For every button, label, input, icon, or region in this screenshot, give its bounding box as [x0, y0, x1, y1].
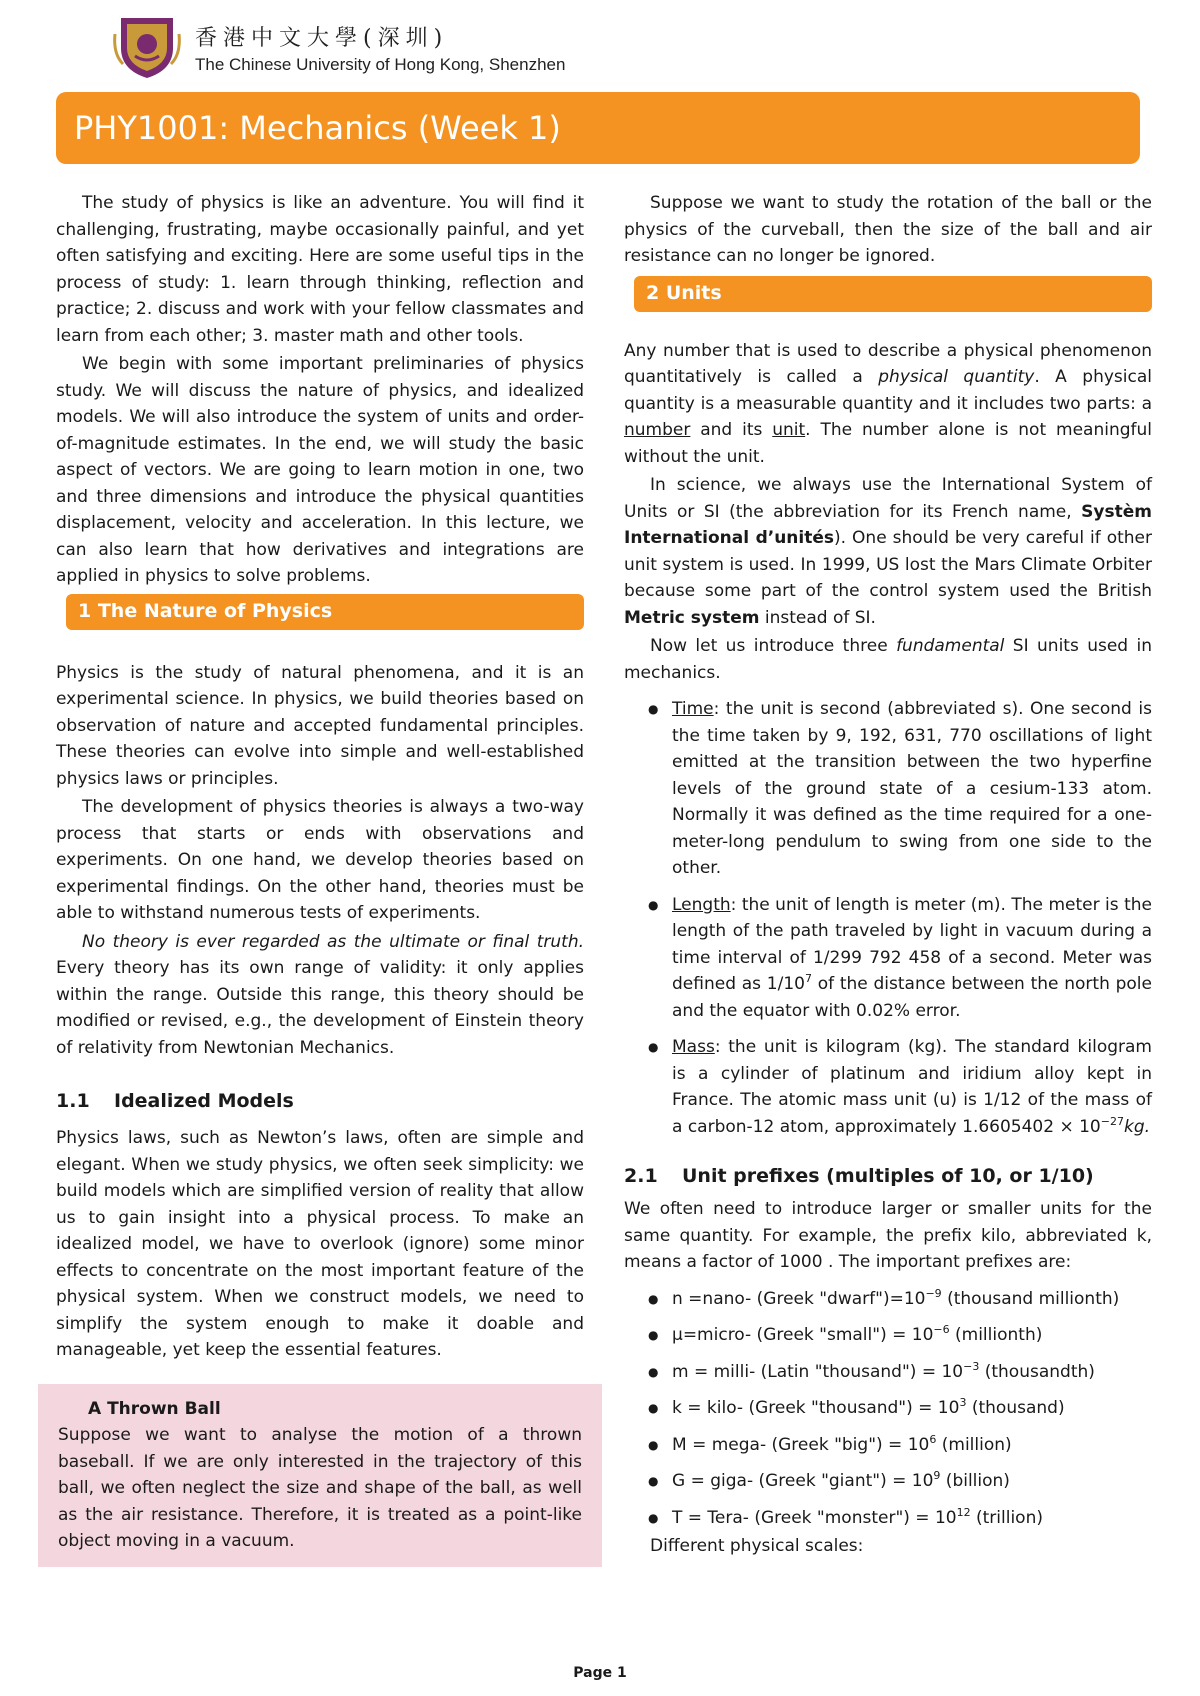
section-1-heading: 1 The Nature of Physics [66, 594, 584, 630]
university-header [113, 14, 593, 80]
prefix-text: M = mega- (Greek "big") = 10 [672, 1434, 930, 1455]
curveball-paragraph: Suppose we want to study the rotation of the ball or the physics of the curveball, then the size of the ball and air resistance can no longer be ignored. [624, 193, 1152, 266]
exponent: 6 [929, 1432, 937, 1446]
prefix-text: μ=micro- (Greek "small") = 10 [672, 1325, 934, 1345]
unit-term: unit [772, 420, 806, 440]
example-box [38, 1384, 602, 1567]
subsection-title: Idealized Models [114, 1090, 294, 1112]
bullet-icon: ● [648, 1437, 659, 1452]
units-text: instead of SI. [759, 607, 876, 628]
units-paragraph-1 [624, 338, 1152, 471]
units-text: Any number that is used to describe a physical phenomenon quantitatively is called a [624, 340, 1152, 387]
prefix-meaning: (thousand millionth) [941, 1288, 1120, 1309]
prefix-meaning: (million) [936, 1434, 1012, 1455]
prefix-meaning: (trillion) [970, 1507, 1043, 1528]
mass-label: Mass [672, 1037, 715, 1057]
prefix-meaning: (millionth) [949, 1325, 1043, 1345]
length-text: of the distance between the north pole and the equator with 0.02% error. [672, 974, 1152, 1021]
units-text: ). One should be very careful if other unit system is used. In 1999, US lost the Mars Climate Orbiter because some part of the control system used the British [624, 528, 1152, 601]
fundamental-units-list [624, 696, 1152, 1140]
bullet-icon: ● [648, 897, 659, 912]
prefix-item [624, 1468, 1152, 1495]
prefix-meaning: (thousand) [966, 1398, 1065, 1418]
university-name-chinese: 香港中文大學(深圳) [195, 26, 449, 51]
intro-paragraph-1: The study of physics is like an adventure. You will find it challenging, frustrating, maybe occasionally painful, and yet often satisfying and exciting. Here are some useful tips in the process of study: 1. learn through thinking, reflection and practice; 2. discuss and work with your fellow classmates and learn from each other; 3. master math and other tools. [56, 193, 584, 346]
bullet-icon: ● [648, 1401, 659, 1415]
units-text: . The number alone is not meaningful without the unit. [624, 420, 1152, 467]
prefix-meaning: (thousandth) [979, 1361, 1095, 1382]
prefix-text: G = giga- (Greek "giant") = 10 [672, 1471, 934, 1491]
bullet-icon: ● [648, 1510, 659, 1525]
exponent: −3 [963, 1359, 980, 1373]
prefix-meaning: (billion) [940, 1471, 1010, 1491]
page-title: PHY1001: Mechanics (Week 1) [74, 109, 561, 147]
nature-paragraph-2: The development of physics theories is always a two-way process that starts or ends with observations and experiments. On one hand, we develop theories based on experimental findings. On the other hand, theories must be able to withstand numerous tests of experiments. [56, 797, 584, 923]
exponent: −27 [1100, 1114, 1124, 1128]
prefix-list [624, 1286, 1152, 1532]
exponent: 12 [956, 1505, 971, 1519]
right-column [624, 190, 1152, 1560]
bullet-icon: ● [648, 1040, 659, 1054]
scales-text: Different physical scales: [650, 1536, 864, 1556]
bullet-icon: ● [648, 1291, 659, 1306]
page-number: Page 1 [573, 1665, 627, 1681]
subsection-number: 1.1 [56, 1090, 90, 1112]
units-text: and its [690, 420, 773, 440]
number-term: number [624, 420, 691, 440]
left-column [56, 190, 584, 1567]
time-label: Time [672, 699, 714, 719]
prefix-text: n =nano- (Greek "dwarf")=10 [672, 1288, 926, 1309]
list-item-time [624, 696, 1152, 882]
nature-paragraph-1: Physics is the study of natural phenomena, and it is an experimental science. In physics, we build theories based on observation of nature and accepted fundamental principles. These theories can evolve into simple and well-established physics laws or principles. [56, 662, 584, 789]
physical-quantity-term: physical quantity [878, 367, 1035, 387]
bullet-icon: ● [648, 1364, 659, 1379]
exponent: −6 [933, 1323, 950, 1336]
subsection-number: 2.1 [624, 1165, 658, 1187]
prefix-item [624, 1432, 1152, 1459]
subsection-1-1-heading [56, 1087, 584, 1115]
units-text: SI units used in mechanics. [624, 636, 1153, 683]
nature-paragraph-3-text: Every theory has its own range of validity: it only applies within the range. Outside this range, this theory should be modified or revised, e.g., the development of Einstein theory of relativity from Newtonian Mechanics. [56, 958, 584, 1058]
mass-unit: kg. [1123, 1116, 1151, 1137]
units-text: . A physical quantity is a measurable quantity and it includes two parts: a [624, 367, 1152, 414]
university-name-english: The Chinese University of Hong Kong, Shenzhen [195, 55, 566, 74]
exponent: −9 [925, 1286, 942, 1300]
prefix-text: T = Tera- (Greek "monster") = 10 [672, 1507, 957, 1528]
nature-emphasis: No theory is ever regarded as the ultimate or final truth. [82, 931, 584, 952]
intro-paragraph-2: We begin with some important preliminaries of physics study. We will discuss the nature of physics, and idealized models. We will also introduce the system of units and order-of-magnitude estimates. In the end, we will study the basic aspect of vectors. We are going to learn motion in one, two and three dimensions and introduce the physical quantities displacement, velocity and acceleration. In this lecture, we can also learn that how derivatives and integrations are applied in physics to solve problems. [56, 354, 584, 586]
bullet-icon: ● [648, 1328, 659, 1342]
exponent: 3 [959, 1396, 967, 1409]
mass-text: : the unit is kilogram (kg). The standard kilogram is a cylinder of platinum and iridium alloy kept in France. The atomic mass unit (u) is 1/12 of the mass of a carbon-12 atom, approximately 1.6605402 × 10 [672, 1037, 1152, 1137]
fundamental-term: fundamental [896, 636, 1005, 656]
prefix-item [624, 1359, 1152, 1386]
list-item-length [624, 892, 1152, 1025]
length-label: Length [672, 894, 731, 915]
units-text: In science, we always use the International System of Units or SI (the abbreviation for its French name, [624, 475, 1152, 522]
time-text: : the unit is second (abbreviated s). One second is the time taken by 9, 192, 631, 770 oscillations of light emitted at the transition between the two hyperfine levels of the ground state of a cesium-133 atom. Normally it was defined as the time required for a one-meter-long pendulum to swing from one side to the other. [672, 699, 1152, 878]
prefix-item [624, 1505, 1152, 1532]
example-box-title: A Thrown Ball [88, 1398, 221, 1419]
list-item-mass [624, 1034, 1152, 1140]
exponent: 9 [933, 1469, 941, 1482]
title-banner [56, 92, 1140, 164]
units-paragraph-2 [624, 472, 1152, 631]
units-text: Now let us introduce three [650, 636, 897, 656]
si-french-name: Systèm International d’unités [624, 501, 1152, 548]
prefix-text: k = kilo- (Greek "thousand") = 10 [672, 1398, 960, 1418]
bullet-icon: ● [648, 702, 659, 716]
idealized-paragraph: Physics laws, such as Newton’s laws, often are simple and elegant. When we study physics, we often seek simplicity: we build models which are simplified version of reality that allow us to gain insight into a physical process. To make an idealized model, we have to overlook (ignore) some minor effects to concentrate on the most important feature of the physical system. When we construct models, we need to simplify the system enough to make it doable and manageable, yet keep the essential features. [56, 1128, 584, 1360]
subsection-title: Unit prefixes (multiples of 10, or 1/10) [682, 1165, 1094, 1187]
length-text: : the unit of length is meter (m). The meter is the length of the path traveled by light in vacuum during a time interval of 1/299 792 458 of a second. Meter was defined as 1/10 [672, 894, 1152, 994]
nature-paragraph-3 [56, 929, 584, 1062]
university-seal-icon [113, 14, 181, 80]
exponent: 7 [804, 972, 812, 985]
prefix-item [624, 1395, 1152, 1422]
subsection-2-1-heading [624, 1162, 1152, 1190]
prefix-item [624, 1286, 1152, 1313]
prefix-item [624, 1322, 1152, 1349]
metric-system-term: Metric system [624, 607, 760, 628]
prefix-intro-paragraph: We often need to introduce larger or smaller units for the same quantity. For example, the prefix kilo, abbreviated k, means a factor of 1000 . The important prefixes are: [624, 1199, 1152, 1272]
bullet-icon: ● [648, 1474, 659, 1488]
section-2-heading: 2 Units [634, 276, 1152, 312]
prefix-text: m = milli- (Latin "thousand") = 10 [672, 1361, 964, 1382]
example-box-text: Suppose we want to analyse the motion of a thrown baseball. If we are only interested in the trajectory of this ball, we often neglect the size and shape of the ball, as well as the air resistance. Therefore, it is treated as a point-like object moving in a vacuum. [58, 1425, 582, 1551]
units-paragraph-3 [624, 633, 1152, 686]
